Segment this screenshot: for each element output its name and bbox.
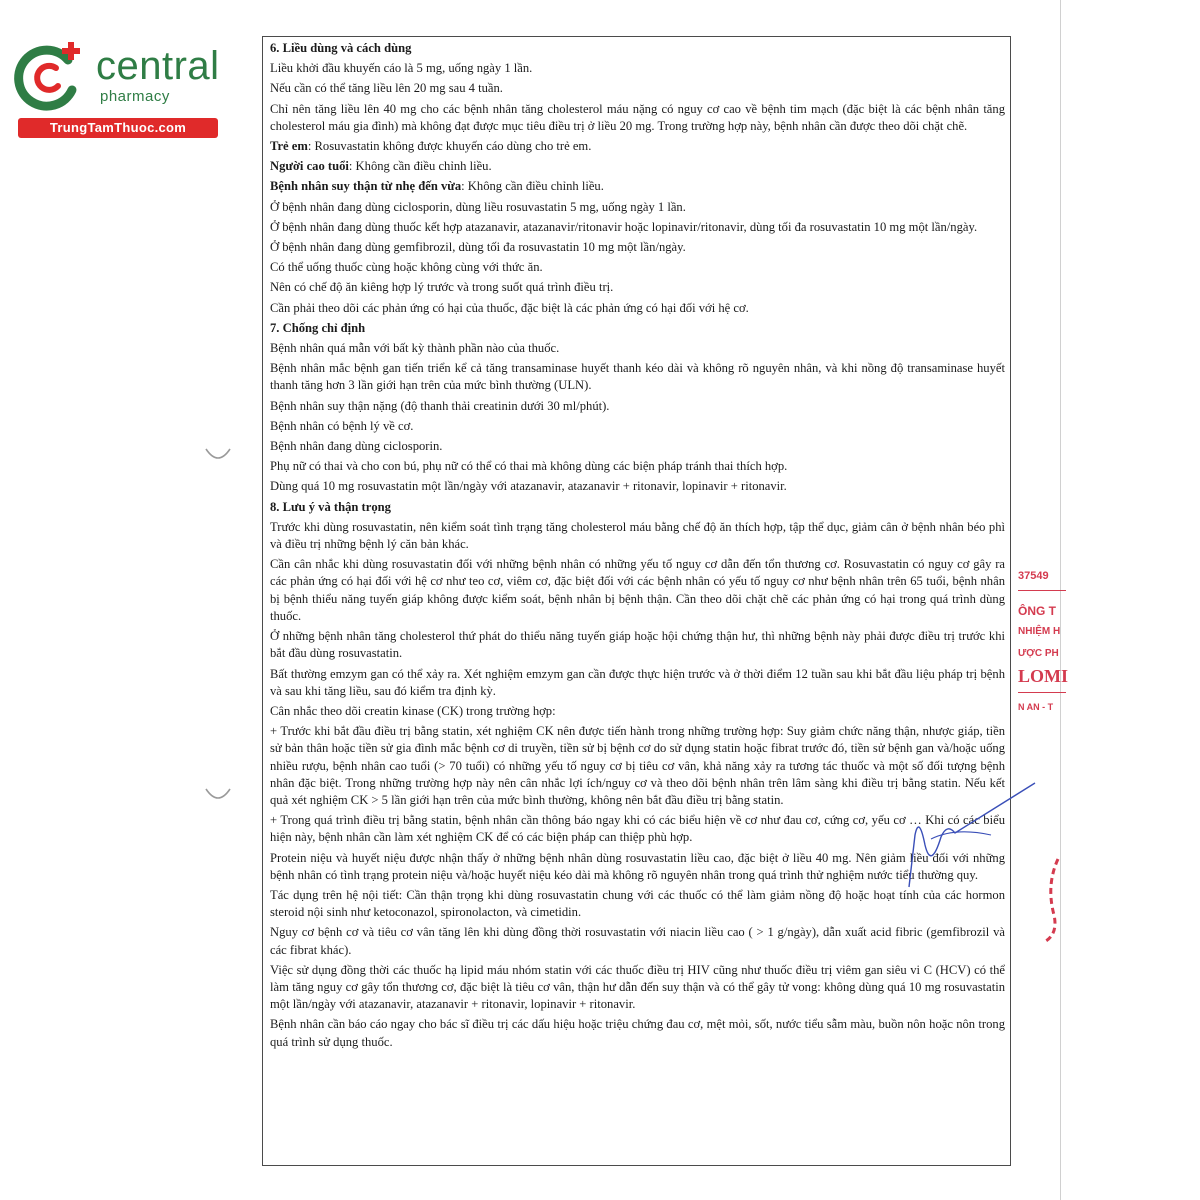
stamp-text: NHIỆM H xyxy=(1018,626,1061,637)
s7-paragraph: Bệnh nhân suy thận nặng (độ thanh thải creatinin dưới 30 ml/phút). xyxy=(270,398,610,413)
s6-paragraph: Ở bệnh nhân đang dùng thuốc kết hợp atazanavir, atazanavir/ritonavir hoặc lopinavir/ritonavir, dùng tối đa rosuvastatin 10 mg một lần/ngày. xyxy=(270,219,978,234)
s8-paragraph: Bệnh nhân cần báo cáo ngay cho bác sĩ điều trị các dấu hiệu hoặc triệu chứng đau cơ, mệt mỏi, sốt, nước tiểu sẫm màu, buồn nôn hoặc nôn trong quá trình sử dụng thuốc. xyxy=(270,1017,1005,1049)
s6-children-text: : Rosuvastatin không được khuyến cáo dùng cho trẻ em. xyxy=(307,139,592,154)
s7-paragraph: Bệnh nhân mắc bệnh gan tiến triển kể cả tăng transaminase huyết thanh kéo dài và không rõ nguyên nhân, và khi nồng độ transaminase huyết thanh tăng hơn 3 lần giới hạn trên của mức bình thường (ULN). xyxy=(270,361,1005,393)
s6-elderly-text: : Không cần điều chỉnh liều. xyxy=(348,159,492,174)
s6-paragraph: Chỉ nên tăng liều lên 40 mg cho các bệnh nhân tăng cholesterol máu nặng có nguy cơ cao về bệnh tim mạch (đặc biệt là các bệnh nhân tăng cholesterol máu gia đình) mà không đạt được mục tiêu điều trị ở liều 20 mg. Trong trường hợp này, bệnh nhân cần được theo dõi chặt chẽ. xyxy=(270,101,1005,133)
stamp-divider xyxy=(1018,692,1066,693)
page-edge-line xyxy=(1060,0,1061,1200)
punch-hole-top xyxy=(204,445,232,463)
s6-renal-text: : Không cần điều chỉnh liều. xyxy=(461,179,604,194)
s8-paragraph: Việc sử dụng đồng thời các thuốc hạ lipid máu nhóm statin với các thuốc điều trị HIV cũng như thuốc điều trị viêm gan siêu vi C (HCV) có thể làm tăng nguy cơ gây tổn thương cơ, đặc biệt là tiêu cơ vân, thận hư dẫn đến suy thận và có thể gây tử vong: không dùng quá 10 mg rosuvastatin một lần/ngày với atazanavir, atazanavir + ritonavir, lopinavir + ritonavir. xyxy=(270,962,1005,1012)
s7-paragraph: Bệnh nhân quá mẫn với bất kỳ thành phần nào của thuốc. xyxy=(270,341,560,356)
s6-paragraph: Ở bệnh nhân đang dùng ciclosporin, dùng liều rosuvastatin 5 mg, uống ngày 1 lần. xyxy=(270,199,686,214)
stamp-text: ÔNG T xyxy=(1018,604,1056,618)
s8-paragraph: Nguy cơ bệnh cơ và tiêu cơ vân tăng lên khi dùng đồng thời rosuvastatin với niacin liều cao ( > 1 g/ngày), dẫn xuất acid fibric (gemfibrozil và các fibrat khác). xyxy=(270,925,1005,957)
s6-paragraph: Có thể uống thuốc cùng hoặc không cùng với thức ăn. xyxy=(270,260,543,275)
stamp-code: 37549 xyxy=(1018,570,1049,582)
s8-paragraph: Protein niệu và huyết niệu được nhận thấy ở những bệnh nhân dùng rosuvastatin liều cao, đặc biệt ở liều 40 mg. Nên giảm liều đối với những bệnh nhân có tình trạng protein niệu và/hoặc huyết niệu kéo dài mà không rõ nguyên nhân trong quá trình thử nghiệm nước tiểu thường quy. xyxy=(270,850,1005,882)
stamp-divider xyxy=(1018,590,1066,591)
s6-paragraph: Nếu cần có thể tăng liều lên 20 mg sau 4 tuần. xyxy=(270,81,503,96)
s6-paragraph: Cần phải theo dõi các phản ứng có hại của thuốc, đặc biệt là các phản ứng có hại đối với hệ cơ. xyxy=(270,300,749,315)
central-pharmacy-logo xyxy=(10,38,220,138)
s8-paragraph: Cần cân nhắc khi dùng rosuvastatin đối với những bệnh nhân có những yếu tố nguy cơ dẫn đến tổn thương cơ. Rosuvastatin có nguy cơ gây ra các phản ứng có hại đối với hệ cơ như teo cơ, viêm cơ, đặc biệt đối với các bệnh nhân có yếu tố nguy cơ như bệnh nhân trên 65 tuổi, bệnh nhân bị bệnh thiểu năng tuyến giáp không được kiểm soát, bệnh nhân bị bệnh thận. Cần theo dõi chặt chẽ các phản ứng có hại trong quá trình dùng thuốc. xyxy=(270,557,1005,623)
label-renal: Bệnh nhân suy thận từ nhẹ đến vừa xyxy=(270,179,462,194)
s8-paragraph: + Trước khi bắt đầu điều trị bằng statin, xét nghiệm CK nên được tiến hành trong những trường hợp: Suy giảm chức năng thận, nhược giáp, tiền sử bản thân hoặc tiền sử gia đình mắc bệnh cơ di truyền, tiền sử bị bệnh cơ do sử dụng statin hoặc fibrat trước đó, tiền sử bệnh gan và/hoặc uống nhiều rượu, bệnh nhân cao tuổi (> 70 tuổi) có những yếu tố nguy cơ bị tiêu cơ vân, khả năng xảy ra tương tác thuốc và một số đối tượng bệnh nhân đặc biệt. Trong những trường hợp này nên cân nhắc lợi ích/nguy cơ và theo dõi bệnh nhân trên lâm sàng khi điều trị bằng statin. Nếu kết quả xét nghiệm CK > 5 lần giới hạn trên của mức bình thường, không nên bắt đầu điều trị bằng statin. xyxy=(270,724,1005,807)
section-6-heading: 6. Liều dùng và cách dùng xyxy=(270,41,412,55)
s6-paragraph: Ở bệnh nhân đang dùng gemfibrozil, dùng tối đa rosuvastatin 10 mg một lần/ngày. xyxy=(270,240,686,255)
logo-subtitle: pharmacy xyxy=(100,88,170,105)
section-7-heading: 7. Chống chỉ định xyxy=(270,320,366,335)
s7-paragraph: Bệnh nhân có bệnh lý về cơ. xyxy=(270,418,414,433)
stamp-text: N AN - T xyxy=(1018,702,1054,712)
s8-paragraph: Bất thường emzym gan có thể xảy ra. Xét nghiệm emzym gan cần được thực hiện trước và ở thời điểm 12 tuần sau khi bắt đầu liệu pháp trị bệnh và sau khi tăng liều, sau đó kiểm tra định kỳ. xyxy=(270,666,1005,698)
signature-icon xyxy=(895,775,1045,895)
s7-paragraph: Phụ nữ có thai và cho con bú, phụ nữ có thể có thai mà không dùng các biện pháp tránh thai thích hợp. xyxy=(270,459,788,474)
stamp-fragment-icon xyxy=(1038,855,1062,945)
punch-hole-bottom xyxy=(204,785,232,803)
company-stamp xyxy=(1012,560,1069,760)
s8-paragraph: Ở những bệnh nhân tăng cholesterol thứ phát do thiểu năng tuyến giáp hoặc hội chứng thận hư, thì những bệnh này phải được điều trị trước khi bắt đầu dùng rosuvastatin. xyxy=(270,629,1005,661)
document-body xyxy=(270,40,1005,1051)
s6-paragraph-renal xyxy=(270,178,1005,195)
s7-paragraph: Dùng quá 10 mg rosuvastatin một lần/ngày với atazanavir, atazanavir + ritonavir, lopinavir + ritonavir. xyxy=(270,479,787,494)
s6-paragraph-children xyxy=(270,138,1005,155)
central-logo-icon xyxy=(10,38,90,118)
s7-paragraph: Bệnh nhân đang dùng ciclosporin. xyxy=(270,439,443,454)
logo-website: TrungTamThuoc.com xyxy=(18,118,218,138)
s8-paragraph: Trước khi dùng rosuvastatin, nên kiểm soát tình trạng tăng cholesterol máu bằng chế độ ăn thích hợp, tập thể dục, giảm cân ở bệnh nhân béo phì và điều trị những bệnh lý căn bản khác. xyxy=(270,519,1005,552)
s8-paragraph: Tác dụng trên hệ nội tiết: Cần thận trọng khi dùng rosuvastatin chung với các thuốc có thể làm giảm nồng độ hoặc hoạt tính của các hormon steroid nội sinh như ketoconazol, spironolacton, và cimetidin. xyxy=(270,887,1005,920)
stamp-text: ƯỢC PH xyxy=(1018,648,1059,659)
stamp-text: LOMI xyxy=(1018,666,1069,686)
s6-paragraph: Liều khởi đầu khuyến cáo là 5 mg, uống ngày 1 lần. xyxy=(270,61,533,76)
s8-paragraph: + Trong quá trình điều trị bằng statin, bệnh nhân cần thông báo ngay khi có các biểu hiện về cơ như đau cơ, cứng cơ, yếu cơ … Khi có các biểu hiện này, bệnh nhân cần làm xét nghiệm CK để có các biện pháp can thiệp phù hợp. xyxy=(270,813,1005,845)
label-children: Trẻ em xyxy=(270,139,308,154)
s8-paragraph: Cân nhắc theo dõi creatin kinase (CK) trong trường hợp: xyxy=(270,703,556,718)
label-elderly: Người cao tuổi xyxy=(270,159,349,174)
section-8-heading: 8. Lưu ý và thận trọng xyxy=(270,499,391,514)
s6-paragraph: Nên có chế độ ăn kiêng hợp lý trước và trong suốt quá trình điều trị. xyxy=(270,280,614,295)
s6-paragraph-elderly xyxy=(270,158,1005,175)
logo-brand-text: central xyxy=(96,44,220,88)
